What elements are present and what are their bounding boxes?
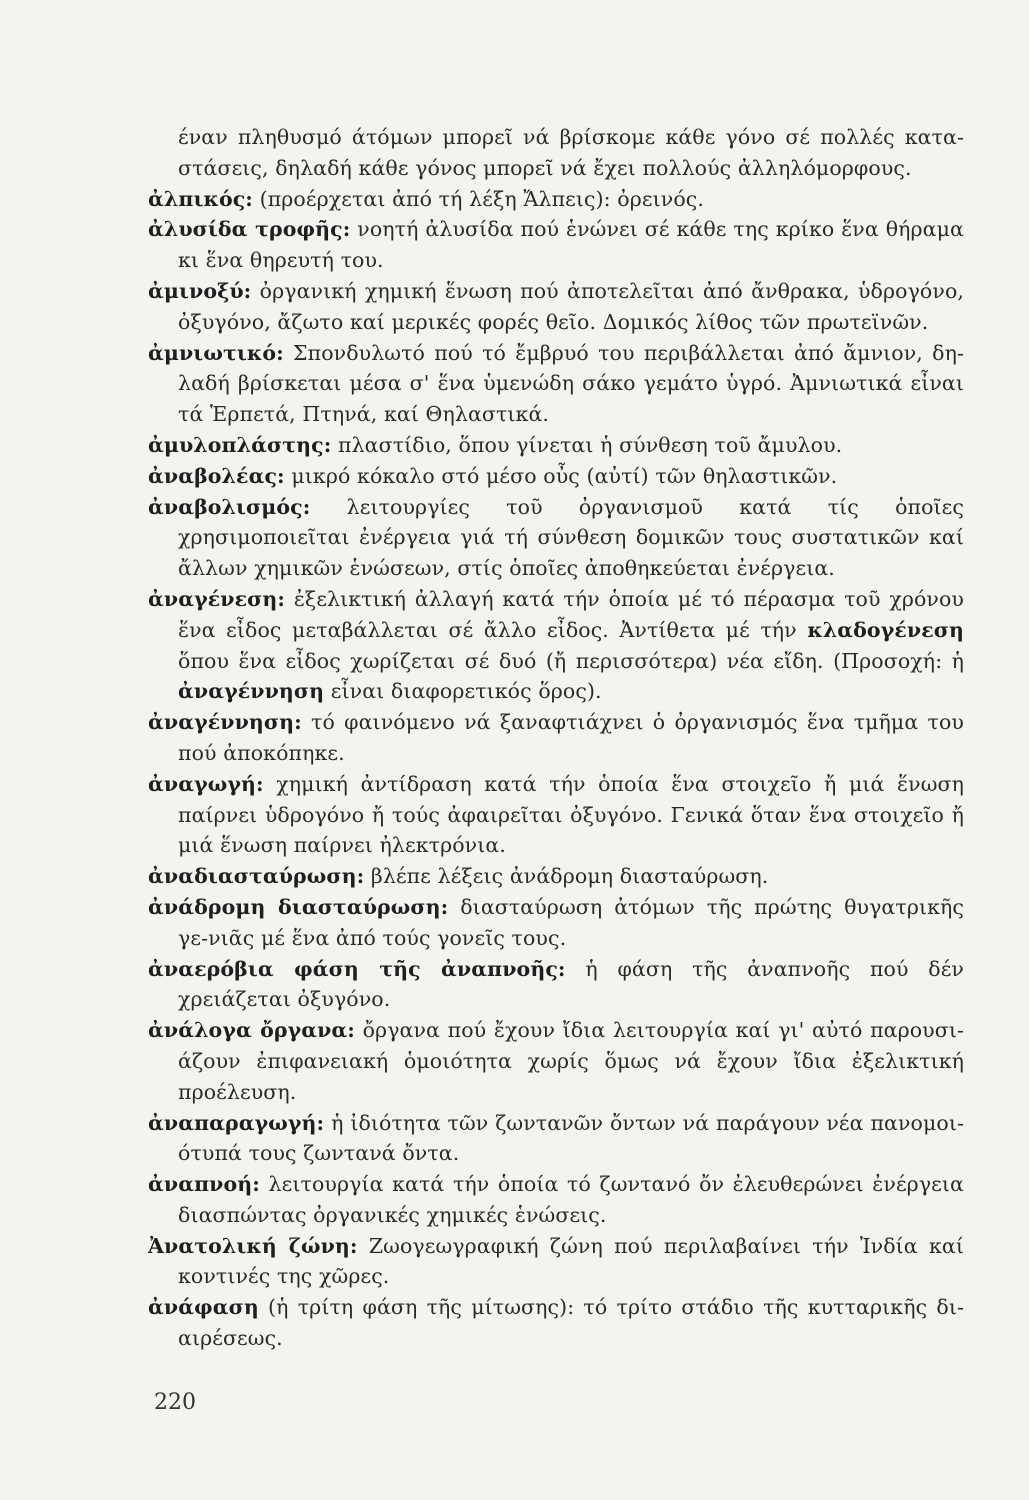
glossary-definition: Ζωογεωγραφική ζώνη πού περιλαβαίνει τήν Ἰνδία καί κοντινές της χῶρες. (178, 1233, 964, 1289)
glossary-term: Ἀνατολική ζώνη: (148, 1233, 358, 1258)
glossary-definition: διασταύρωση ἀτόμων τῆς πρώτης θυγατρικῆς γε-νιᾶς μέ ἕνα ἀπό τούς γονεῖς τους. (178, 894, 964, 950)
glossary-term: ἀναγέννηση: (148, 710, 302, 735)
glossary-term: ἀμυλοπλάστης: (148, 432, 332, 457)
glossary-entry (148, 1108, 964, 1170)
glossary-entry (148, 954, 964, 1016)
glossary-entry (148, 276, 964, 338)
glossary-text (148, 122, 964, 1354)
glossary-term: ἀλπικός: (148, 186, 253, 211)
glossary-definition: Σπονδυλωτό πού τό ἔμβρυό του περιβάλλεται ἀπό ἄμνιον, δη-λαδή βρίσκεται μέσα σ' ἕνα ὑμενώδη σάκο γεμάτο ὑγρό. Ἀμνιωτικά εἶναι τά Ἑρπετά, Πτηνά, καί Θηλαστικά. (178, 340, 964, 427)
glossary-definition: βλέπε λέξεις ἀνάδρομη διασταύρωση. (370, 864, 769, 889)
glossary-entry (148, 892, 964, 954)
glossary-term: ἀναερόβια φάση τῆς ἀναπνοῆς: (148, 956, 566, 981)
glossary-term: ἀναβολέας: (148, 463, 285, 488)
glossary-term: ἀμνιωτικό: (148, 340, 284, 365)
glossary-definition: ὅπου ἕνα εἶδος χωρίζεται σέ δυό (ἤ περισσότερα) νέα εἴδη. (Προσοχή: ἡ (178, 648, 964, 673)
glossary-term: ἀναγωγή: (148, 771, 264, 796)
page-number: 220 (154, 1390, 196, 1415)
glossary-definition: ἡ ἰδιότητα τῶν ζωντανῶν ὄντων νά παράγουν νέα πανομοι-ότυπά τους ζωντανά ὄντα. (178, 1110, 964, 1166)
glossary-term: ἀνάλογα ὄργανα: (148, 1018, 355, 1043)
glossary-entry (148, 492, 964, 584)
glossary-definition: ἡ φάση τῆς ἀναπνοῆς πού δέν χρειάζεται ὀξυγόνο. (178, 956, 964, 1012)
continuation-paragraph: έναν πληθυσμό άτόμων μπορεῖ νά βρίσκομε κάθε γόνο σέ πολλές κατα-στάσεις, δηλαδή κάθε γόνος μπορεῖ νά ἔχει πολλούς ἀλληλόμορφους. (178, 125, 964, 180)
glossary-definition: ὀργανική χημική ἕνωση πού ἀποτελεῖται ἀπό ἄνθρακα, ὑδρογόνο, ὀξυγόνο, ἄζωτο καί μερικές φορές θεῖο. Δομικός λίθος τῶν πρωτεϊνῶν. (178, 278, 964, 334)
glossary-term: ἀναδιασταύρωση: (148, 864, 365, 889)
glossary-term: ἀμινοξύ: (148, 278, 252, 303)
glossary-definition: τό φαινόμενο νά ξαναφτιάχνει ὁ ὀργανισμός ἕνα τμῆμα του πού ἀποκόπηκε. (178, 710, 964, 765)
glossary-definition: (ἡ τρίτη φάση τῆς μίτωσης): τό τρίτο στάδιο τῆς κυτταρικῆς δι-αιρέσεως. (178, 1295, 964, 1351)
glossary-definition: (προέρχεται ἀπό τή λέξη Ἄλπεις): ὀρεινός. (259, 186, 704, 211)
glossary-entry (148, 861, 964, 892)
glossary-entry (148, 1231, 964, 1293)
glossary-definition: λειτουργίες τοῦ ὀργανισμοῦ κατά τίς ὁποῖες χρησιμοποιεῖται ἐνέργεια γιά τή σύνθεση δομικῶν τους συστατικῶν καί ἄλλων χημικῶν ἑνώσεων, στίς ὁποῖες ἀποθηκεύεται ἐνέργεια. (178, 494, 964, 581)
glossary-definition: ὄργανα πού ἔχουν ἴδια λειτουργία καί γι' αὐτό παρουσι-άζουν ἐπιφανειακή ὁμοιότητα χωρίς ὅμως νά ἔχουν ἴδια ἐξελικτική προέλευση. (178, 1018, 964, 1104)
glossary-term: ἀναβολισμός: (148, 494, 311, 519)
glossary-term: ἀναπνοή: (148, 1172, 260, 1197)
glossary-definition: νοητή ἀλυσίδα πού ἑνώνει σέ κάθε της κρίκο ἕνα θήραμα κι ἕνα θηρευτή του. (178, 217, 964, 273)
glossary-definition: χημική ἀντίδραση κατά τήν ὁποία ἕνα στοιχεῖο ἤ μιά ἕνωση παίρνει ὑδρογόνο ἤ τούς ἀφαιρεῖται ὀξυγόνο. Γενικά ὅταν ἕνα στοιχεῖο ἤ μιά ἕνωση παίρνει ἠλεκτρόνια. (178, 771, 965, 858)
glossary-definition: λειτουργία κατά τήν ὁποία τό ζωντανό ὄν ἐλευθερώνει ἐνέργεια διασπώντας ὀργανικές χημικές ἑνώσεις. (178, 1172, 964, 1227)
glossary-entry (148, 769, 964, 861)
glossary-entry (148, 1292, 964, 1354)
glossary-definition: μικρό κόκαλο στό μέσο οὖς (αὐτί) τῶν θηλαστικῶν. (291, 463, 838, 488)
glossary-definition: εἶναι διαφορετικός ὅρος). (330, 679, 602, 704)
glossary-entry (148, 707, 964, 769)
glossary-entry (148, 1169, 964, 1231)
cross-reference-term: κλαδογένεση (807, 617, 964, 642)
glossary-entry (148, 430, 964, 461)
glossary-definition: ἐξελικτική ἀλλαγή κατά τήν ὁποία μέ τό πέρασμα τοῦ χρόνου ἕνα εἶδος μεταβάλλεται σέ ἄλλο εἶδος. Ἀντίθετα μέ τήν (178, 586, 964, 642)
glossary-entry (148, 584, 964, 707)
glossary-term: ἀναπαραγωγή: (148, 1110, 325, 1135)
glossary-term: ἀνάφαση (148, 1295, 259, 1320)
glossary-term: ἀλυσίδα τροφῆς: (148, 217, 351, 242)
cross-reference-term: ἀναγέννηση (178, 679, 325, 704)
glossary-entry (148, 461, 964, 492)
glossary-entry (148, 184, 964, 215)
glossary-entry (148, 338, 964, 430)
glossary-definition: πλαστίδιο, ὅπου γίνεται ἡ σύνθεση τοῦ ἄμυλου. (338, 432, 843, 457)
glossary-term: ἀνάδρομη διασταύρωση: (148, 894, 449, 919)
glossary-entry (148, 1015, 964, 1107)
glossary-term: ἀναγένεση: (148, 586, 286, 611)
glossary-entry (148, 214, 964, 276)
